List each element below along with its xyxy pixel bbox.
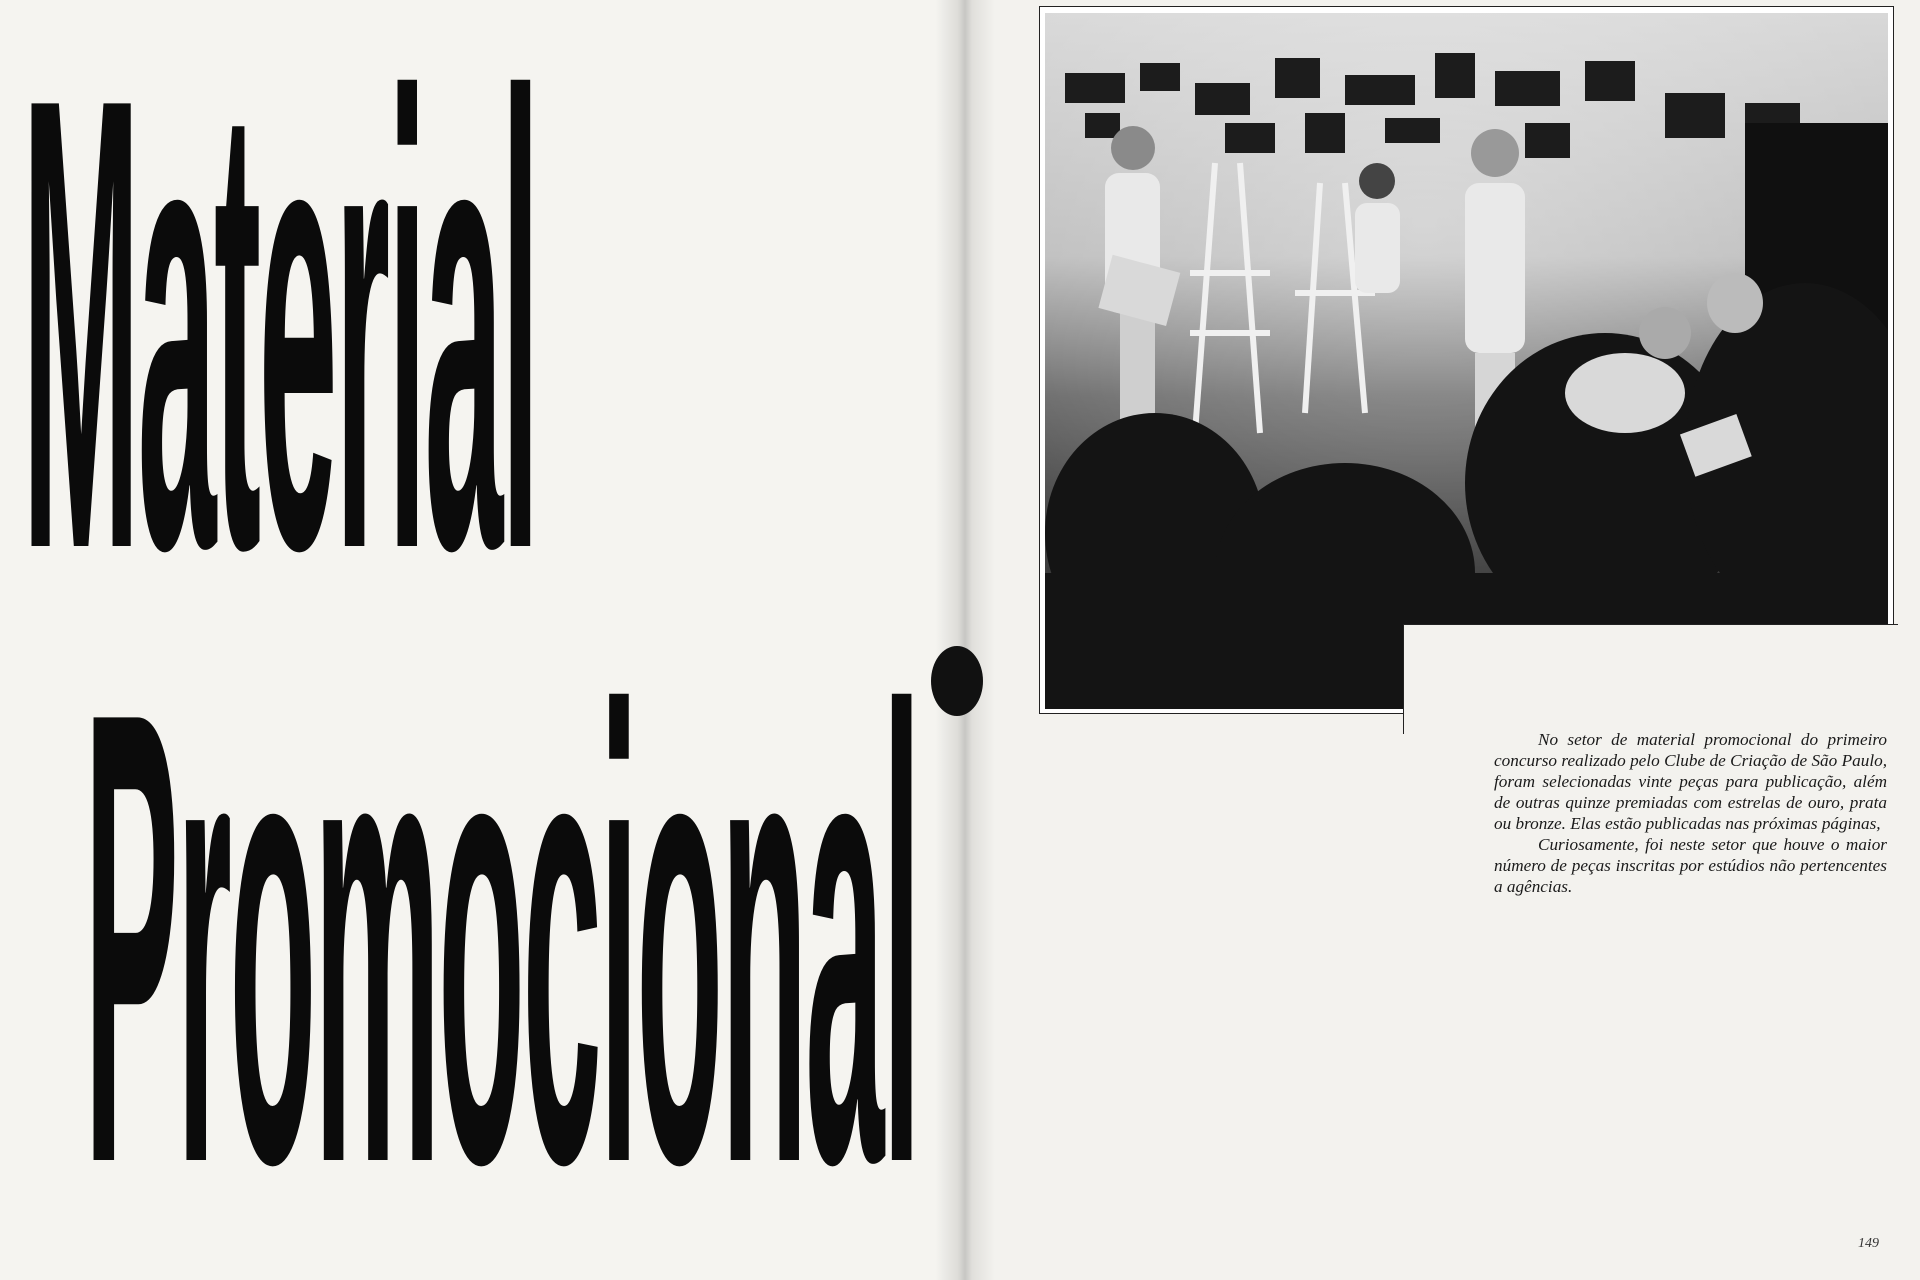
page-gutter <box>935 0 995 1280</box>
headline-promocional: Promocional <box>84 577 919 1280</box>
body-paragraph-1: No setor de material promocional do primeiro concurso realizado pelo Clube de Criação de São Paulo, foram selecionadas vinte peças para publicação, além de outras quinze premiadas com estrelas de ouro, prata ou bronze. Elas estão publicadas nas próximas páginas, <box>1494 730 1887 833</box>
photo-image <box>1045 13 1888 709</box>
gutter-hole <box>931 646 983 716</box>
headline-material: Material <box>22 0 538 683</box>
text-inset <box>1403 624 1898 734</box>
photo-scene <box>1045 13 1888 709</box>
body-paragraph-2: Curiosamente, foi neste setor que houve o maior número de peças inscritas por estúdios não pertencentes a agências. <box>1494 835 1887 896</box>
body-copy <box>1494 729 1887 897</box>
page-number: 149 <box>1858 1236 1879 1251</box>
